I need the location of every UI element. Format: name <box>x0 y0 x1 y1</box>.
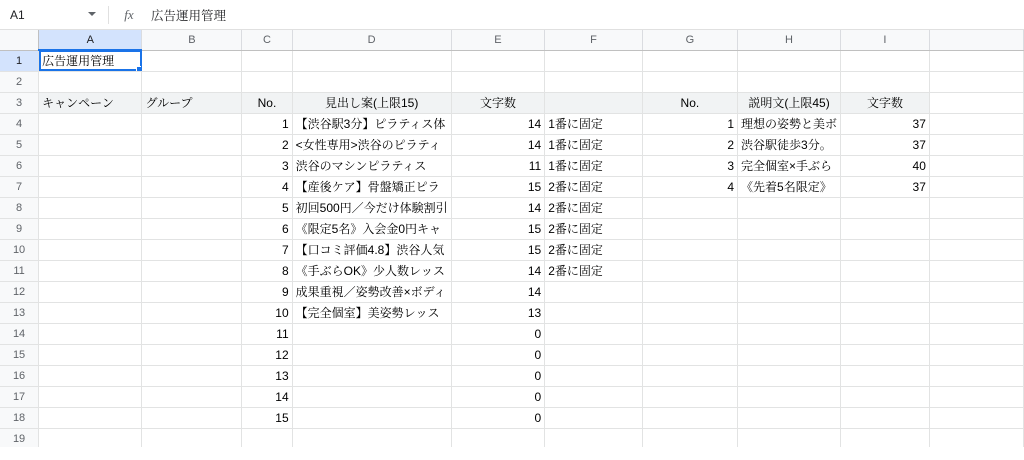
cell-G19[interactable] <box>642 428 737 449</box>
cell-I4[interactable]: 37 <box>841 113 930 134</box>
table-row <box>0 218 1024 239</box>
cell-E8[interactable]: 14 <box>451 197 545 218</box>
cell-C19[interactable] <box>242 428 292 449</box>
cell-overflow-16 <box>929 365 1023 386</box>
row-header-14[interactable]: 14 <box>0 323 39 344</box>
cell-G4[interactable]: 1 <box>642 113 737 134</box>
row-header-6[interactable]: 6 <box>0 155 39 176</box>
cell-G6[interactable]: 3 <box>642 155 737 176</box>
cell-E10[interactable]: 15 <box>451 239 545 260</box>
cell-E17[interactable]: 0 <box>451 386 545 407</box>
table-row <box>0 239 1024 260</box>
cell-H13[interactable] <box>738 302 841 323</box>
cell-A6[interactable] <box>39 155 142 176</box>
row-header-16[interactable]: 16 <box>0 365 39 386</box>
cell-F3[interactable] <box>545 92 643 113</box>
cell-G18[interactable] <box>642 407 737 428</box>
cell-A5[interactable] <box>39 134 142 155</box>
cell-overflow-8 <box>929 197 1023 218</box>
cell-B16[interactable] <box>142 365 242 386</box>
cell-D2[interactable] <box>292 71 451 92</box>
cell-G16[interactable] <box>642 365 737 386</box>
cell-E19[interactable] <box>451 428 545 449</box>
cell-B6[interactable] <box>142 155 242 176</box>
cell-C7[interactable]: 4 <box>242 176 292 197</box>
cell-C13[interactable]: 10 <box>242 302 292 323</box>
cell-E14[interactable]: 0 <box>451 323 545 344</box>
cell-B1[interactable] <box>142 50 242 71</box>
cell-D4[interactable]: 【渋谷駅3分】ピラティス体 <box>292 113 451 134</box>
cell-C1[interactable] <box>242 50 292 71</box>
cell-C16[interactable]: 13 <box>242 365 292 386</box>
cell-I10[interactable] <box>841 239 930 260</box>
column-header-B[interactable]: B <box>142 30 242 50</box>
cell-I2[interactable] <box>841 71 930 92</box>
cell-B13[interactable] <box>142 302 242 323</box>
cell-F6[interactable]: 1番に固定 <box>545 155 643 176</box>
table-row <box>0 197 1024 218</box>
name-box[interactable] <box>0 0 108 29</box>
cell-I3[interactable]: 文字数 <box>841 92 930 113</box>
cell-I5[interactable]: 37 <box>841 134 930 155</box>
cell-overflow-14 <box>929 323 1023 344</box>
cell-G10[interactable] <box>642 239 737 260</box>
cell-E4[interactable]: 14 <box>451 113 545 134</box>
cell-I18[interactable] <box>841 407 930 428</box>
cell-I1[interactable] <box>841 50 930 71</box>
cell-D9[interactable]: 《限定5名》入会金0円キャ <box>292 218 451 239</box>
cell-G7[interactable]: 4 <box>642 176 737 197</box>
cell-I16[interactable] <box>841 365 930 386</box>
cell-B10[interactable] <box>142 239 242 260</box>
cell-F12[interactable] <box>545 281 643 302</box>
row-header-4[interactable]: 4 <box>0 113 39 134</box>
cell-B17[interactable] <box>142 386 242 407</box>
cell-A11[interactable] <box>39 260 142 281</box>
cell-E3[interactable]: 文字数 <box>451 92 545 113</box>
cell-A8[interactable] <box>39 197 142 218</box>
cell-D7[interactable]: 【産後ケア】骨盤矯正ピラ <box>292 176 451 197</box>
cell-H1[interactable] <box>738 50 841 71</box>
column-header-A[interactable]: A <box>39 30 142 50</box>
cell-F2[interactable] <box>545 71 643 92</box>
cell-G9[interactable] <box>642 218 737 239</box>
cell-F11[interactable]: 2番に固定 <box>545 260 643 281</box>
row-header-18[interactable]: 18 <box>0 407 39 428</box>
cell-F13[interactable] <box>545 302 643 323</box>
table-row <box>0 323 1024 344</box>
cell-F5[interactable]: 1番に固定 <box>545 134 643 155</box>
cell-H2[interactable] <box>738 71 841 92</box>
row-header-7[interactable]: 7 <box>0 176 39 197</box>
cell-overflow-6 <box>929 155 1023 176</box>
column-header-E[interactable]: E <box>451 30 545 50</box>
cell-D5[interactable]: <女性専用>渋谷のピラティ <box>292 134 451 155</box>
cell-G3[interactable]: No. <box>642 92 737 113</box>
table-row <box>0 365 1024 386</box>
cell-overflow-17 <box>929 386 1023 407</box>
cell-overflow-2 <box>929 71 1023 92</box>
column-header-overflow <box>929 30 1023 50</box>
cell-A15[interactable] <box>39 344 142 365</box>
cell-overflow-13 <box>929 302 1023 323</box>
row-header-15[interactable]: 15 <box>0 344 39 365</box>
cell-F1[interactable] <box>545 50 643 71</box>
table-row <box>0 176 1024 197</box>
cell-I12[interactable] <box>841 281 930 302</box>
cell-H12[interactable] <box>738 281 841 302</box>
grid-container[interactable] <box>0 30 1024 460</box>
cell-H4[interactable]: 理想の姿勢と美ボ <box>738 113 841 134</box>
cell-C4[interactable]: 1 <box>242 113 292 134</box>
cell-F9[interactable]: 2番に固定 <box>545 218 643 239</box>
cell-E13[interactable]: 13 <box>451 302 545 323</box>
name-box-value: A1 <box>10 7 25 22</box>
cell-E18[interactable]: 0 <box>451 407 545 428</box>
cell-D12[interactable]: 成果重視／姿勢改善×ボディ <box>292 281 451 302</box>
row-header-17[interactable]: 17 <box>0 386 39 407</box>
cell-I11[interactable] <box>841 260 930 281</box>
cell-A17[interactable] <box>39 386 142 407</box>
column-header-C[interactable]: C <box>242 30 292 50</box>
cell-A16[interactable] <box>39 365 142 386</box>
cell-E2[interactable] <box>451 71 545 92</box>
table-row <box>0 50 1024 71</box>
cell-H14[interactable] <box>738 323 841 344</box>
cell-C17[interactable]: 14 <box>242 386 292 407</box>
cell-I17[interactable] <box>841 386 930 407</box>
table-row <box>0 428 1024 449</box>
row-header-9[interactable]: 9 <box>0 218 39 239</box>
cell-overflow-1 <box>929 50 1023 71</box>
table-row <box>0 113 1024 134</box>
table-row <box>0 302 1024 323</box>
cell-F10[interactable]: 2番に固定 <box>545 239 643 260</box>
cell-D14[interactable] <box>292 323 451 344</box>
cell-E5[interactable]: 14 <box>451 134 545 155</box>
row-header-10[interactable]: 10 <box>0 239 39 260</box>
select-all-corner[interactable] <box>0 30 39 50</box>
cell-A10[interactable] <box>39 239 142 260</box>
cell-I8[interactable] <box>841 197 930 218</box>
cell-I13[interactable] <box>841 302 930 323</box>
fx-icon: fx <box>124 6 134 22</box>
cell-D8[interactable]: 初回500円／今だけ体験割引 <box>292 197 451 218</box>
table-row <box>0 155 1024 176</box>
cell-D16[interactable] <box>292 365 451 386</box>
cell-E15[interactable]: 0 <box>451 344 545 365</box>
cell-F15[interactable] <box>545 344 643 365</box>
cell-H15[interactable] <box>738 344 841 365</box>
row-header-13[interactable]: 13 <box>0 302 39 323</box>
cell-H17[interactable] <box>738 386 841 407</box>
cell-C6[interactable]: 3 <box>242 155 292 176</box>
cell-E12[interactable]: 14 <box>451 281 545 302</box>
row-header-11[interactable]: 11 <box>0 260 39 281</box>
cell-overflow-11 <box>929 260 1023 281</box>
row-header-5[interactable]: 5 <box>0 134 39 155</box>
cell-A2[interactable] <box>39 71 142 92</box>
cell-A3[interactable]: キャンペーン <box>39 92 142 113</box>
chevron-down-icon[interactable] <box>88 12 96 16</box>
cell-D15[interactable] <box>292 344 451 365</box>
cell-overflow-9 <box>929 218 1023 239</box>
column-header-row <box>0 30 1024 50</box>
cell-overflow-7 <box>929 176 1023 197</box>
cell-B11[interactable] <box>142 260 242 281</box>
cell-B14[interactable] <box>142 323 242 344</box>
cell-F19[interactable] <box>545 428 643 449</box>
cell-G8[interactable] <box>642 197 737 218</box>
cell-G2[interactable] <box>642 71 737 92</box>
table-row <box>0 344 1024 365</box>
cell-H16[interactable] <box>738 365 841 386</box>
cell-G11[interactable] <box>642 260 737 281</box>
cell-H18[interactable] <box>738 407 841 428</box>
cell-C18[interactable]: 15 <box>242 407 292 428</box>
cell-A18[interactable] <box>39 407 142 428</box>
table-row <box>0 92 1024 113</box>
cell-B15[interactable] <box>142 344 242 365</box>
column-header-F[interactable]: F <box>545 30 643 50</box>
cell-F18[interactable] <box>545 407 643 428</box>
cell-H5[interactable]: 渋谷駅徒歩3分。 <box>738 134 841 155</box>
cell-A12[interactable] <box>39 281 142 302</box>
cell-B19[interactable] <box>142 428 242 449</box>
row-header-19[interactable]: 19 <box>0 428 39 449</box>
cell-G1[interactable] <box>642 50 737 71</box>
cell-C15[interactable]: 12 <box>242 344 292 365</box>
cell-D19[interactable] <box>292 428 451 449</box>
cell-I19[interactable] <box>841 428 930 449</box>
cell-I9[interactable] <box>841 218 930 239</box>
row-header-2[interactable]: 2 <box>0 71 39 92</box>
cell-F16[interactable] <box>545 365 643 386</box>
cell-C2[interactable] <box>242 71 292 92</box>
cell-D17[interactable] <box>292 386 451 407</box>
cell-C11[interactable]: 8 <box>242 260 292 281</box>
cell-D11[interactable]: 《手ぶらOK》少人数レッス <box>292 260 451 281</box>
cell-D6[interactable]: 渋谷のマシンピラティス <box>292 155 451 176</box>
cell-A9[interactable] <box>39 218 142 239</box>
row-header-12[interactable]: 12 <box>0 281 39 302</box>
cell-B3[interactable]: グループ <box>142 92 242 113</box>
cell-H7[interactable]: 《先着5名限定》 <box>738 176 841 197</box>
cell-A7[interactable] <box>39 176 142 197</box>
cell-H9[interactable] <box>738 218 841 239</box>
cell-E16[interactable]: 0 <box>451 365 545 386</box>
cell-E6[interactable]: 11 <box>451 155 545 176</box>
table-row <box>0 386 1024 407</box>
cell-F17[interactable] <box>545 386 643 407</box>
cell-F8[interactable]: 2番に固定 <box>545 197 643 218</box>
cell-G13[interactable] <box>642 302 737 323</box>
cell-H8[interactable] <box>738 197 841 218</box>
cell-I6[interactable]: 40 <box>841 155 930 176</box>
cell-F14[interactable] <box>545 323 643 344</box>
cell-A14[interactable] <box>39 323 142 344</box>
table-row <box>0 134 1024 155</box>
cell-A4[interactable] <box>39 113 142 134</box>
cell-G5[interactable]: 2 <box>642 134 737 155</box>
cell-G14[interactable] <box>642 323 737 344</box>
cell-B2[interactable] <box>142 71 242 92</box>
cell-C5[interactable]: 2 <box>242 134 292 155</box>
table-row <box>0 71 1024 92</box>
cell-H6[interactable]: 完全個室×手ぶら <box>738 155 841 176</box>
cell-B4[interactable] <box>142 113 242 134</box>
formula-input[interactable]: 広告運用管理 <box>151 8 227 23</box>
formula-bar <box>0 0 1024 30</box>
cell-overflow-19 <box>929 428 1023 449</box>
cell-overflow-10 <box>929 239 1023 260</box>
cell-H10[interactable] <box>738 239 841 260</box>
table-row <box>0 407 1024 428</box>
column-header-D[interactable]: D <box>292 30 451 50</box>
cell-A19[interactable] <box>39 428 142 449</box>
cell-H3[interactable]: 説明文(上限45) <box>738 92 841 113</box>
cell-B9[interactable] <box>142 218 242 239</box>
table-row <box>0 281 1024 302</box>
cell-E11[interactable]: 14 <box>451 260 545 281</box>
cell-C9[interactable]: 6 <box>242 218 292 239</box>
cell-overflow-12 <box>929 281 1023 302</box>
cell-overflow-4 <box>929 113 1023 134</box>
cell-E9[interactable]: 15 <box>451 218 545 239</box>
row-header-3[interactable]: 3 <box>0 92 39 113</box>
table-row <box>0 260 1024 281</box>
cell-B18[interactable] <box>142 407 242 428</box>
cell-E1[interactable] <box>451 50 545 71</box>
cell-overflow-5 <box>929 134 1023 155</box>
cell-D10[interactable]: 【口コミ評価4.8】渋谷人気 <box>292 239 451 260</box>
cell-F4[interactable]: 1番に固定 <box>545 113 643 134</box>
row-header-1[interactable]: 1 <box>0 50 39 71</box>
grid-bottom-spacer <box>0 447 1024 460</box>
cell-D3[interactable]: 見出し案(上限15) <box>292 92 451 113</box>
cell-C3[interactable]: No. <box>242 92 292 113</box>
cell-I15[interactable] <box>841 344 930 365</box>
cell-G15[interactable] <box>642 344 737 365</box>
sheet-table <box>0 30 1024 450</box>
cell-I7[interactable]: 37 <box>841 176 930 197</box>
cell-F7[interactable]: 2番に固定 <box>545 176 643 197</box>
row-header-8[interactable]: 8 <box>0 197 39 218</box>
cell-C12[interactable]: 9 <box>242 281 292 302</box>
cell-A13[interactable] <box>39 302 142 323</box>
cell-E7[interactable]: 15 <box>451 176 545 197</box>
cell-overflow-3 <box>929 92 1023 113</box>
cell-overflow-15 <box>929 344 1023 365</box>
cell-C14[interactable]: 11 <box>242 323 292 344</box>
cell-B7[interactable] <box>142 176 242 197</box>
cell-H19[interactable] <box>738 428 841 449</box>
cell-I14[interactable] <box>841 323 930 344</box>
cell-G12[interactable] <box>642 281 737 302</box>
cell-G17[interactable] <box>642 386 737 407</box>
cell-A1[interactable]: 広告運用管理 <box>39 50 142 71</box>
cell-D13[interactable]: 【完全個室】美姿勢レッス <box>292 302 451 323</box>
cell-H11[interactable] <box>738 260 841 281</box>
column-header-I[interactable]: I <box>841 30 930 50</box>
cell-C8[interactable]: 5 <box>242 197 292 218</box>
cell-overflow-18 <box>929 407 1023 428</box>
cell-B8[interactable] <box>142 197 242 218</box>
cell-D1[interactable] <box>292 50 451 71</box>
cell-D18[interactable] <box>292 407 451 428</box>
column-header-G[interactable]: G <box>642 30 737 50</box>
cell-B12[interactable] <box>142 281 242 302</box>
column-header-H[interactable]: H <box>738 30 841 50</box>
cell-C10[interactable]: 7 <box>242 239 292 260</box>
cell-B5[interactable] <box>142 134 242 155</box>
